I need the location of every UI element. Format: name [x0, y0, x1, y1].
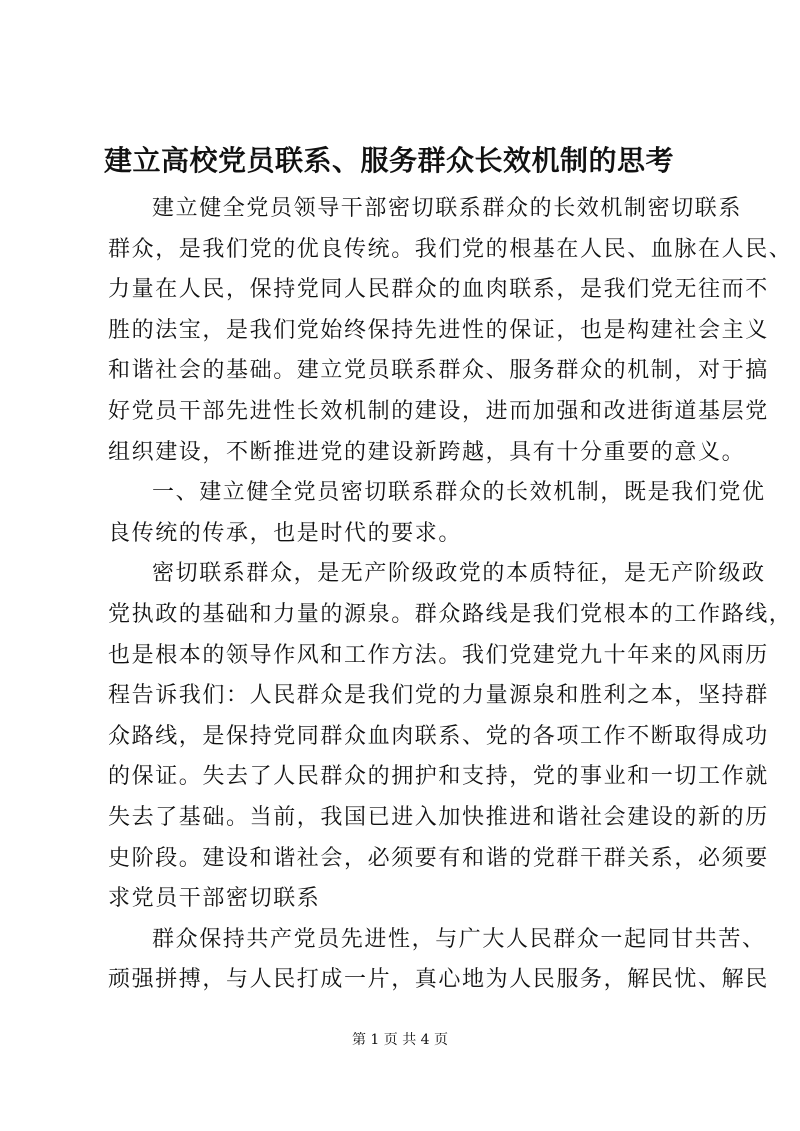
paragraph-line: 众路线，是保持党同群众血肉联系、党的各项工作不断取得成功	[108, 723, 769, 749]
paragraph-line: 求党员干部密切联系	[108, 886, 321, 912]
paragraph-line: 史阶段。建设和谐社会，必须要有和谐的党群干群关系，必须要	[108, 845, 769, 871]
document-body	[108, 189, 793, 1001]
page-number-footer: 第 1 页 共 4 页	[351, 1032, 449, 1048]
section-heading-line: 良传统的传承，也是时代的要求。	[108, 520, 463, 546]
paragraph-line: 力量在人民，保持党同人民群众的血肉联系，是我们党无往而不	[108, 277, 769, 303]
paragraph-line: 和谐社会的基础。建立党员联系群众、服务群众的机制，对于搞	[108, 358, 769, 384]
paragraph-line: 好党员干部先进性长效机制的建设，进而加强和改进街道基层党	[108, 398, 769, 424]
paragraph-line: 顽强拼搏，与人民打成一片，真心地为人民服务，解民忧、解民	[108, 967, 769, 993]
paragraph-line: 的保证。失去了人民群众的拥护和支持，党的事业和一切工作就	[108, 764, 769, 790]
paragraph-line: 程告诉我们：人民群众是我们党的力量源泉和胜利之本，坚持群	[108, 683, 769, 709]
paragraph-line: 群众保持共产党员先进性，与广大人民群众一起同甘共苦、	[152, 926, 766, 952]
paragraph-line: 密切联系群众，是无产阶级政党的本质特征，是无产阶级政	[152, 561, 766, 587]
paragraph-line: 失去了基础。当前，我国已进入加快推进和谐社会建设的新的历	[108, 804, 769, 830]
document-title: 建立高校党员联系、服务群众长效机制的思考	[104, 144, 675, 177]
paragraph-line: 建立健全党员领导干部密切联系群众的长效机制密切联系	[152, 196, 743, 221]
paragraph-line: 党执政的基础和力量的源泉。群众路线是我们党根本的工作路线，	[108, 601, 793, 627]
paragraph-line: 也是根本的领导作风和工作方法。我们党建党九十年来的风雨历	[108, 642, 769, 668]
paragraph-line: 群众，是我们党的优良传统。我们党的根基在人民、血脉在人民、	[108, 236, 793, 262]
section-heading-line: 一、建立健全党员密切联系群众的长效机制，既是我们党优	[152, 480, 766, 506]
paragraph-line: 组织建设，不断推进党的建设新跨越，具有十分重要的意义。	[108, 439, 746, 465]
paragraph-line: 胜的法宝，是我们党始终保持先进性的保证，也是构建社会主义	[108, 317, 769, 343]
